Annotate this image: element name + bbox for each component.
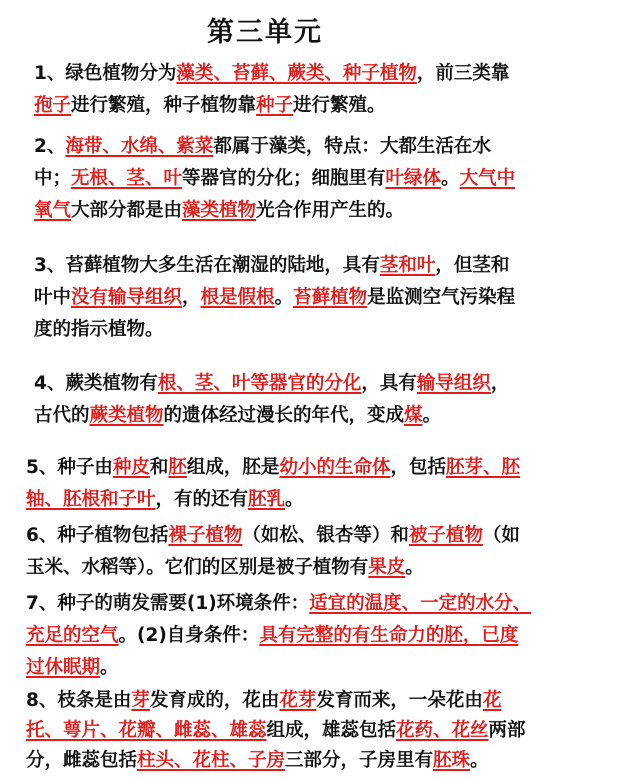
highlight-text: 输导组织 [416,373,491,394]
text: 和 [149,457,169,478]
text: 5、种子由 [26,457,113,478]
text: 2、 [34,136,66,157]
text: 分，雌蕊包括 [26,750,138,771]
highlight-text: 藻类植物 [182,200,257,221]
highlight-text: 无根、茎、叶 [71,168,183,189]
paragraph-8 [26,686,526,776]
paragraph-2-line-1 [34,131,515,163]
paragraph-3-line-1 [34,250,515,282]
highlight-text: 胚芽、胚 [445,457,520,478]
highlight-text: 孢子 [34,95,72,116]
highlight-text: 轴、胚根和子叶 [26,489,156,510]
paragraph-2-line-3 [34,195,515,227]
text: 度的指示植物。 [34,319,164,340]
text: 。 [405,557,424,578]
paragraph-7-line-1 [26,588,531,620]
highlight-text: 种皮 [112,457,150,478]
paragraph-7-line-3 [26,652,531,684]
text: 8、枝条是由 [26,690,132,711]
highlight-text: 叶绿体 [385,168,442,189]
highlight-text: 藻类、苔藓、蕨类、种子植物 [176,63,417,84]
text: ，但茎和 [435,255,510,276]
highlight-text: 胚乳 [248,489,286,510]
paragraph-3-line-2 [34,282,515,314]
highlight-text: 种子 [256,95,294,116]
highlight-text: 过休眠期 [26,657,101,678]
text: （如 [482,525,520,546]
highlight-text: 没有输导组织 [71,287,183,308]
paragraph-6 [26,520,520,584]
paragraph-6-line-2 [26,552,520,584]
text: 中； [34,168,72,189]
paragraph-6-line-1 [26,520,520,552]
paragraph-4-line-1 [34,368,509,400]
paragraph-8-line-2 [26,716,526,746]
text: 三部分，子房里有 [285,750,434,771]
highlight-text: 根、茎、叶等器官的分化 [157,373,362,394]
paragraph-3-line-3 [34,314,515,346]
paragraph-5-line-2 [26,484,520,516]
text: ， [182,287,201,308]
text: ， [490,373,510,394]
highlight-text: 柱头、花柱、子房 [137,750,286,771]
paragraph-5 [26,452,520,516]
text: 3、苔藓植物大多生活在潮湿的陆地，具有 [34,255,380,276]
highlight-text: 充足的空气 [26,625,119,646]
text: ，前三类靠 [416,63,510,84]
highlight-text: 花芽 [279,690,317,711]
text: 。 [470,750,489,771]
highlight-text: 苔藓植物 [293,287,368,308]
highlight-text: 具有完整的有生命力的胚，已度 [259,625,519,646]
text: 。(2)自身条件： [118,625,260,646]
highlight-text: 托、萼片、花瓣、雌蕊、雄蕊 [26,720,267,741]
text: 发育成的，花由 [149,690,280,711]
highlight-text: 大气中 [459,168,516,189]
paragraph-4-line-2 [34,400,509,432]
text: 。 [422,405,442,426]
highlight-text: 蕨类植物 [89,405,164,426]
text: 进行繁殖，种子植物靠 [71,95,257,116]
text: 4、蕨类植物有 [34,373,158,394]
highlight-text: 被子植物 [408,525,483,546]
text: ，具有 [361,373,417,394]
paragraph-1 [34,58,509,122]
highlight-text: 花药、花丝 [396,720,489,741]
text: 进行繁殖。 [293,95,386,116]
text: （如松、银杏等）和 [242,525,409,546]
highlight-text: 幼小的生命体 [279,457,391,478]
paragraph-4 [34,368,509,432]
text: 玉米、水稻等）。它们的区别是被子植物有 [26,557,369,578]
highlight-text: 花 [482,690,502,711]
text: 。 [285,489,304,510]
highlight-text: 茎和叶 [379,255,436,276]
paragraph-3 [34,250,515,346]
page-title: 第三单元 [207,17,323,48]
text: 组成，胚是 [186,457,280,478]
text: 1、绿色植物分为 [34,63,177,84]
paragraph-2-line-2 [34,163,515,195]
text: 两部 [488,720,526,741]
paragraph-7 [26,588,531,684]
paragraph-2 [34,131,515,227]
text: 7、种子的萌发需要(1)环境条件： [26,593,310,614]
highlight-text: 煤 [404,405,423,426]
highlight-text: 果皮 [368,557,406,578]
text: 叶中 [34,287,72,308]
paragraph-7-line-2 [26,620,531,652]
text: 的遗体经过漫长的年代，变成 [163,405,405,426]
highlight-text: 胚珠 [433,750,471,771]
text: 古代的 [34,405,90,426]
highlight-text: 芽 [131,690,150,711]
text: 。 [100,657,119,678]
highlight-text: 胚 [168,457,187,478]
text: ，有的还有 [155,489,249,510]
paragraph-1-line-2 [34,90,509,122]
highlight-text: 氧气 [34,200,72,221]
text: 。 [274,287,294,308]
text: 6、种子植物包括 [26,525,169,546]
highlight-text: 根是假根 [200,287,275,308]
text: 发育而来，一朵花由 [316,690,483,711]
text: ，包括 [390,457,446,478]
paragraph-8-line-1 [26,686,526,716]
text: 。 [441,168,460,189]
text: 是监测空气污染程 [367,287,516,308]
text: 等器官的分化；细胞里有 [182,168,386,189]
text: 光合作用产生的。 [256,200,405,221]
highlight-text: 适宜的温度、一定的水分、 [309,593,532,614]
text: 大部分都是由 [71,200,183,221]
text: 组成，雄蕊包括 [266,720,397,741]
paragraph-8-line-3 [26,746,526,776]
paragraph-5-line-1 [26,452,520,484]
text: 都属于藻类，特点：大都生活在水 [213,136,491,157]
highlight-text: 海带、水绵、紫菜 [65,136,214,157]
paragraph-1-line-1 [34,58,509,90]
highlight-text: 裸子植物 [168,525,243,546]
